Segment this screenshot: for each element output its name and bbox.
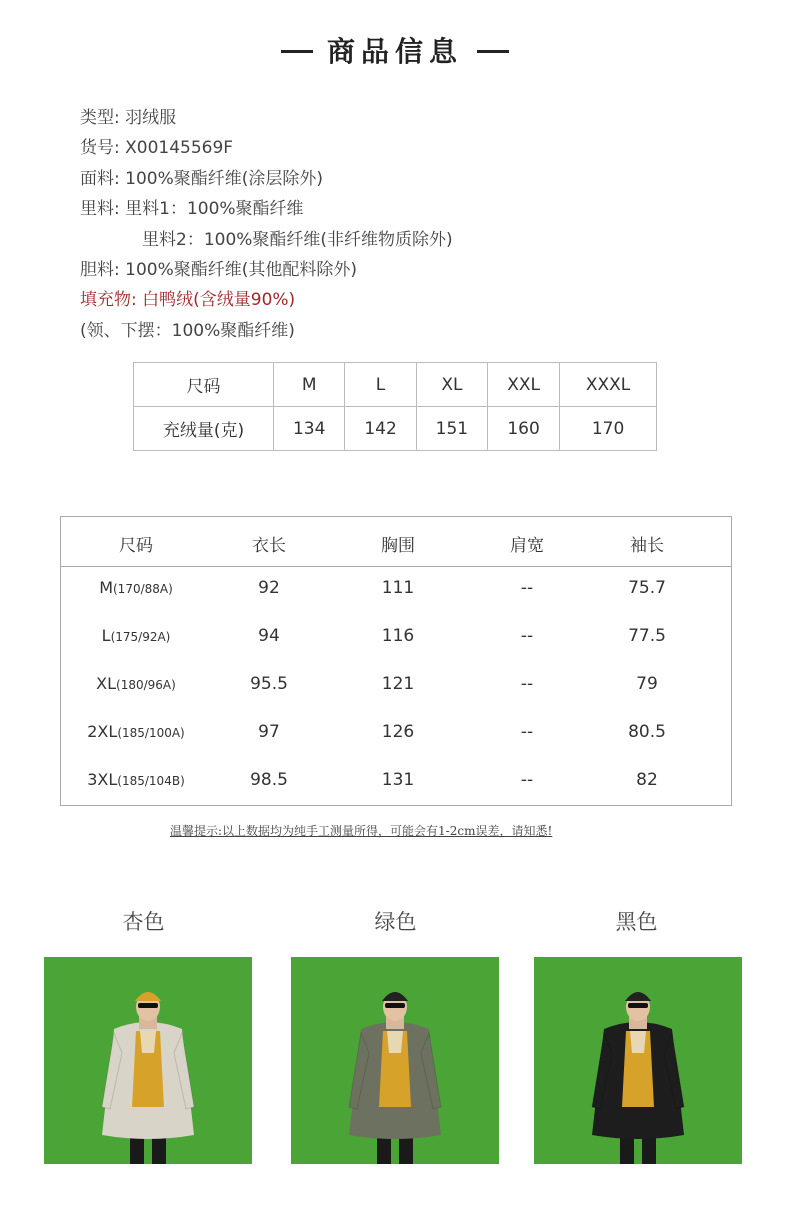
size-chart-header (61, 517, 731, 567)
size-code: L (101, 626, 111, 645)
fill-table-size: XXL (488, 363, 560, 407)
info-type: 类型: 羽绒服 (80, 108, 177, 128)
row-size (66, 770, 206, 789)
size-spec: (170/88A) (113, 582, 173, 596)
row-sleeve: 82 (636, 770, 658, 790)
size-code: 2XL (87, 722, 118, 741)
header-chest: 胸围 (381, 536, 415, 556)
row-sleeve: 77.5 (628, 626, 666, 646)
row-sleeve: 75.7 (628, 578, 666, 598)
size-spec: (175/92A) (110, 630, 171, 644)
fill-table-fill-label: 充绒量(克) (134, 407, 274, 451)
row-length: 94 (258, 626, 280, 646)
row-length: 97 (258, 722, 280, 742)
fill-amount-table (133, 362, 657, 451)
row-chest: 111 (381, 578, 415, 598)
row-shoulder: -- (520, 770, 534, 790)
title-dash-right (477, 50, 509, 53)
fill-table-fill-row (134, 407, 657, 451)
row-shoulder: -- (520, 626, 534, 646)
size-code: 3XL (87, 770, 118, 789)
row-shoulder: -- (520, 722, 534, 742)
header-size: 尺码 (119, 536, 153, 556)
row-shoulder: -- (520, 674, 534, 694)
title-dash-left (281, 50, 313, 53)
fill-table-value: 134 (274, 407, 345, 451)
fill-table-value: 151 (416, 407, 487, 451)
product-photo (534, 957, 742, 1164)
color-label: 杏色 (122, 910, 165, 934)
info-collar: (领、下摆：100%聚酯纤维) (80, 320, 295, 341)
row-chest: 126 (381, 722, 415, 742)
info-fabric: 面料: 100%聚酯纤维(涂层除外) (80, 168, 323, 189)
row-length: 92 (258, 578, 280, 598)
size-code: XL (96, 674, 117, 693)
product-info (80, 103, 453, 346)
info-item-no: 货号: X00145569F (80, 138, 234, 159)
info-lining-1: 里料: 里料1：100%聚酯纤维 (80, 199, 304, 220)
page-title (0, 30, 790, 70)
row-length: 98.5 (250, 770, 288, 790)
model-figure-icon (44, 957, 252, 1164)
model-figure-icon (534, 957, 742, 1164)
header-length: 衣长 (252, 536, 286, 556)
header-shoulder: 肩宽 (510, 536, 544, 556)
size-spec: (180/96A) (116, 678, 176, 692)
size-spec: (185/104B) (117, 774, 185, 788)
row-size (66, 626, 206, 645)
measurement-note: 温馨提示:以上数据均为纯手工测量所得，可能会有1-2cm误差，请知悉! (170, 824, 553, 838)
fill-table-size-row (134, 363, 657, 407)
row-sleeve: 80.5 (628, 722, 666, 742)
title-text: 商品信息 (326, 35, 463, 68)
row-length: 95.5 (250, 674, 288, 694)
size-spec: (185/100A) (117, 726, 185, 740)
row-sleeve: 79 (636, 674, 658, 694)
product-photo (44, 957, 252, 1164)
fill-table-size: L (345, 363, 416, 407)
fill-table-value: 160 (488, 407, 560, 451)
color-label: 黑色 (615, 910, 658, 934)
fill-table-size: XXXL (560, 363, 657, 407)
row-size (66, 674, 206, 693)
header-sleeve: 袖长 (630, 536, 664, 556)
fill-table-size-label: 尺码 (134, 363, 274, 407)
size-code: M (99, 578, 113, 597)
row-size (66, 578, 206, 597)
fill-table-size: XL (416, 363, 487, 407)
row-chest: 121 (381, 674, 415, 694)
row-size (66, 722, 206, 741)
fill-table-value: 170 (560, 407, 657, 451)
size-chart (60, 516, 732, 806)
info-bladder: 胆料: 100%聚酯纤维(其他配料除外) (80, 259, 357, 280)
info-filling: 填充物: 白鸭绒(含绒量90%) (80, 290, 296, 311)
fill-table-value: 142 (345, 407, 416, 451)
product-photo (291, 957, 499, 1164)
color-label: 绿色 (374, 910, 417, 934)
fill-table-size: M (274, 363, 345, 407)
row-chest: 131 (381, 770, 415, 790)
row-shoulder: -- (520, 578, 534, 598)
model-figure-icon (291, 957, 499, 1164)
info-lining-2: 里料2：100%聚酯纤维(非纤维物质除外) (142, 229, 453, 250)
row-chest: 116 (381, 626, 415, 646)
